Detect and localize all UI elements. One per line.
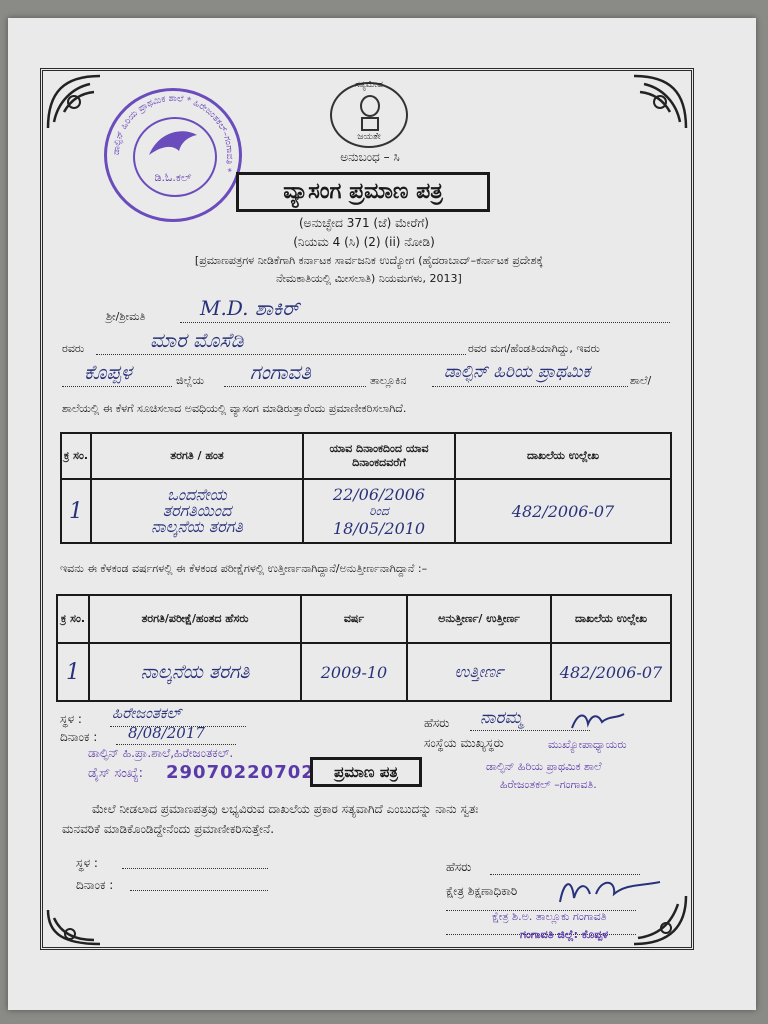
t1-row-dates	[303, 479, 455, 543]
officer-signature	[556, 874, 666, 910]
name-line	[180, 322, 670, 323]
declaration-line-2: ಮನವರಿಕೆ ಮಾಡಿಕೊಂಡಿದ್ದೇನೆಂದು ಪ್ರಮಾಣೀಕರಿಸುತ್ತೇನೆ.	[62, 822, 275, 836]
t2-header-result: ಅನುತ್ತೀರ್ಣ/ ಉತ್ತೀರ್ಣ	[407, 595, 551, 643]
head-stamp-3: ಹಿರೇಜಂತಕಲ್ –ಗಂಗಾವತಿ.	[500, 778, 597, 791]
school-line	[432, 386, 628, 387]
t1-class-line-3: ನಾಲ್ಕನೆಯ ತರಗತಿ	[151, 517, 243, 536]
parent-line	[96, 354, 466, 355]
t1-header-sl: ಕ್ರ ಸಂ.	[61, 433, 91, 479]
t2-row-class: ನಾಲ್ಕನೆಯ ತರಗತಿ	[89, 643, 301, 701]
rules-line-2: ನೇಮಕಾತಿಯಲ್ಲಿ ಮೀಸಲಾತಿ) ನಿಯಮಗಳು, 2013]	[276, 272, 462, 285]
t2-header-record: ದಾಖಲೆಯ ಉಲ್ಲೇಖ	[551, 595, 671, 643]
name-value: M.D. ಶಾಕಿರ್	[200, 296, 300, 320]
t2-header-sl: ಕ್ರ ಸಂ.	[57, 595, 89, 643]
officer-label: ಕ್ಷೇತ್ರ ಶಿಕ್ಷಣಾಧಿಕಾರಿ	[446, 884, 518, 898]
t1-from-date: 22/06/2006	[332, 484, 426, 504]
school-seal	[104, 88, 242, 222]
taluk-line	[224, 386, 366, 387]
name-label: ಶ್ರೀ/ಶ್ರೀಮತಿ	[106, 310, 146, 323]
emblem-bottom-text: ಜಯತೇ	[357, 132, 381, 142]
head-label: ಸಂಸ್ಥೆಯ ಮುಖ್ಯಸ್ಥರು	[424, 736, 504, 750]
head-stamp-2: ಡಾಲ್ಫಿನ್ ಹಿರಿಯ ಪ್ರಾಥಮಿಕ ಶಾಲೆ	[486, 760, 602, 773]
officer-date-line	[130, 890, 268, 891]
t2-row-record: 482/2006-07	[551, 643, 671, 701]
school-place-value: ಹಿರೇಜಂತಕಲ್	[112, 704, 182, 722]
officer-place-label: ಸ್ಥಳ :	[76, 856, 98, 870]
t1-row-record: 482/2006-07	[455, 479, 671, 543]
svg-text:ಡಾಲ್ಫಿನ್ ಹಿರಿಯ ಪ್ರಾಥಮಿಕ ಶಾಲೆ *: ಡಾಲ್ಫಿನ್ ಹಿರಿಯ ಪ್ರಾಥಮಿಕ ಶಾಲೆ * ಹಿರೇಜಂತಕಲ್–ಗಂಗಾವತಿ *	[111, 93, 235, 173]
officer-date-label: ದಿನಾಂಕ :	[76, 878, 114, 892]
t1-header-dates: ಯಾವ ದಿನಾಂಕದಿಂದ ಯಾವ ದಿನಾಂಕದವರೆಗೆ	[303, 433, 455, 479]
rule-line: (ನಿಯಮ 4 (ಸಿ) (2) (ii) ನೋಡಿ)	[293, 235, 435, 249]
head-name-value: ನಾರಮ್ಮ	[480, 708, 523, 728]
school-date-label: ದಿನಾಂಕ :	[60, 730, 98, 744]
t2-header-class: ತರಗತಿ/ಪರೀಕ್ಷೆ/ಹಂತದ ಹೆಸರು	[89, 595, 301, 643]
state-emblem	[330, 82, 408, 148]
taluk-value: ಗಂಗಾವತಿ	[250, 360, 311, 384]
article-line: (ಅನುಚ್ಛೇದ 371 (ಜೆ) ಮೇರೆಗೆ)	[299, 216, 429, 230]
emblem-lion-icon	[356, 94, 384, 134]
t2-row-sl: 1	[57, 643, 89, 701]
t1-header-record: ದಾಖಲೆಯ ಉಲ್ಲೇಖ	[455, 433, 671, 479]
school-date-line	[116, 744, 236, 745]
t1-row-sl: 1	[61, 479, 91, 543]
dise-label: ಡೈಸ್ ಸಂಖ್ಯೆ:	[88, 766, 144, 781]
exam-result-table	[56, 594, 672, 702]
head-name-label: ಹೆಸರು	[424, 716, 450, 730]
district-label: ಜಿಲ್ಲೆಯ	[176, 374, 205, 387]
officer-stamp-2: ಗಂಗಾವತಿ ಜಿಲ್ಲೆ: ಕೊಪ್ಪಳ	[520, 928, 609, 941]
head-signature	[568, 708, 628, 734]
taluk-label: ತಾಲ್ಲೂಕಿನ	[370, 374, 407, 387]
parent-label: ರವರು	[62, 342, 85, 355]
t1-row-class	[91, 479, 303, 543]
study-period-table	[60, 432, 672, 544]
school-value: ಡಾಲ್ಫಿನ್ ಹಿರಿಯ ಪ್ರಾಥಮಿಕ	[444, 362, 591, 382]
corner-ornament-bottom-left	[44, 906, 114, 948]
officer-place-line	[122, 868, 268, 869]
head-stamp-1: ಮುಖ್ಯೋಪಾಧ್ಯಾಯರು	[548, 738, 627, 751]
parent-suffix: ರವರ ಮಗ/ಹೆಂಡತಿಯಾಗಿದ್ದು, ಇವರು	[468, 342, 600, 355]
exam-intro-text: ಇವನು ಈ ಕೆಳಕಂಡ ವರ್ಷಗಳಲ್ಲಿ ಈ ಕೆಳಕಂಡ ಪರೀಕ್ಷೆಗಳಲ್ಲಿ ಉತ್ತೀರ್ಣನಾಗಿದ್ದಾನೆ/ಅನುತ್ತೀರ್ಣನಾಗಿದ್ದಾನೆ :–	[60, 562, 428, 575]
certificate-box: ಪ್ರಮಾಣ ಪತ್ರ	[310, 757, 422, 787]
school-date-value: 8/08/2017	[128, 724, 205, 742]
t2-row-year: 2009-10	[301, 643, 407, 701]
school-name-stamp: ಡಾಲ್ಫಿನ್ ಹಿ.ಪ್ರಾ.ಶಾಲೆ,ಹಿರೇಜಂತಕಲ್.	[88, 746, 234, 760]
certificate-title: ವ್ಯಾಸಂಗ ಪ್ರಮಾಣ ಪತ್ರ	[236, 172, 490, 212]
rules-line-1: [ಪ್ರಮಾಣಪತ್ರಗಳ ನೀಡಿಕೆಗಾಗಿ ಕರ್ನಾಟಕ ಸಾರ್ವಜನಿಕ ಉದ್ಯೋಗ (ಹೈದರಾಬಾದ್–ಕರ್ನಾಟಕ ಪ್ರದೇಶಕ್ಕೆ	[194, 254, 544, 267]
dolphin-icon	[143, 121, 203, 165]
officer-name-label: ಹೆಸರು	[446, 860, 472, 874]
parent-value: ಮಾರ ಮೊಸೆಡಿ	[150, 328, 244, 352]
officer-stamp-1: ಕ್ಷೇತ್ರ ಶಿ.ಅ. ತಾಲ್ಲೂಕು ಗಂಗಾವತಿ	[492, 910, 607, 923]
corner-ornament-top-right	[620, 72, 690, 132]
t1-class-line-1: ಒಂದನೇಯ	[167, 485, 227, 504]
dise-number: 29070220702	[166, 762, 315, 783]
t1-to-date: 18/05/2010	[332, 518, 426, 538]
school-place-label: ಸ್ಥಳ :	[60, 712, 82, 726]
annexure-label: ಅನುಬಂಧ – ಸಿ	[340, 150, 400, 164]
school-line-2: ಶಾಲೆಯಲ್ಲಿ ಈ ಕೆಳಗೆ ಸೂಚಿಸಲಾದ ಅವಧಿಯಲ್ಲಿ ವ್ಯಾಸಂಗ ಮಾಡಿರುತ್ತಾರೆಂದು ಪ್ರಮಾಣೀಕರಿಸಲಾಗಿದೆ.	[62, 402, 407, 415]
seal-center-text: ಡಿ.ಓ.ಕಲ್	[154, 171, 192, 184]
t2-row-result: ಉತ್ತೀರ್ಣ	[407, 643, 551, 701]
t1-header-class: ತರಗತಿ / ಹಂತ	[91, 433, 303, 479]
t2-header-year: ವರ್ಷ	[301, 595, 407, 643]
emblem-top-text: ಸತ್ಯಮೇವ	[354, 80, 384, 90]
school-suffix: ಶಾಲೆ/	[630, 374, 652, 387]
t1-class-line-2: ತರಗತಿಯಿಂದ	[162, 501, 232, 520]
t1-to-word: ರಿಂದ	[369, 503, 389, 518]
corner-ornament-top-left	[44, 72, 114, 132]
district-line	[62, 386, 172, 387]
declaration-line-1: ಮೇಲೆ ನೀಡಲಾದ ಪ್ರಮಾಣಪತ್ರವು ಲಭ್ಯವಿರುವ ದಾಖಲೆಯ ಪ್ರಕಾರ ಸತ್ಯವಾಗಿದೆ ಎಂಬುದನ್ನು ನಾನು ಸ್ವತಃ	[92, 802, 479, 816]
district-value: ಕೊಪ್ಪಳ	[84, 360, 132, 384]
